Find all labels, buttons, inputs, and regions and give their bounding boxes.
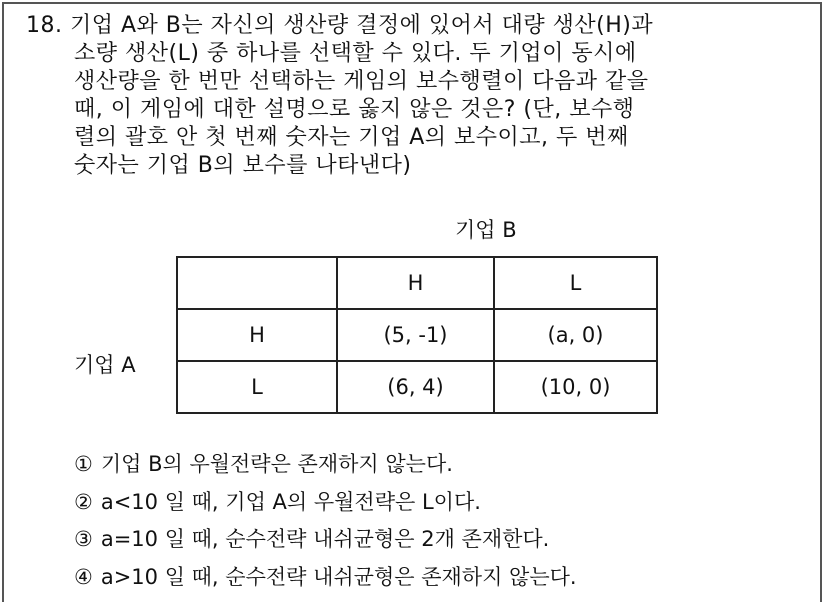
payoff-cell-hh: (5, -1): [337, 309, 494, 361]
row-header-h: H: [177, 309, 337, 361]
option-1[interactable]: [74, 446, 577, 484]
matrix-row-l: [177, 361, 657, 413]
answer-options: [74, 446, 577, 596]
option-3[interactable]: [74, 521, 577, 559]
question-line: 생산량을 한 번만 선택하는 게임의 보수행렬이 다음과 같을: [74, 69, 649, 94]
option-text: a=10 일 때, 순수전략 내쉬균형은 2개 존재한다.: [100, 527, 550, 551]
question-line: 소량 생산(L) 중 하나를 선택할 수 있다. 두 기업이 동시에: [74, 41, 637, 66]
col-header-l: L: [494, 257, 657, 309]
option-text: 기업 B의 우월전략은 존재하지 않는다.: [100, 452, 453, 476]
col-header-h: H: [337, 257, 494, 309]
corner-cell: [177, 257, 337, 309]
option-text: a<10 일 때, 기업 A의 우월전략은 L이다.: [100, 489, 481, 514]
firm-b-label: 기업 B: [455, 218, 517, 242]
payoff-cell-ll: (10, 0): [494, 361, 657, 413]
option-number: ②: [74, 489, 93, 514]
header-row: [177, 257, 657, 309]
firm-a-label: 기업 A: [74, 353, 136, 377]
option-number: ①: [74, 452, 93, 476]
option-number: ③: [74, 527, 93, 551]
payoff-cell-lh: (6, 4): [337, 361, 494, 413]
option-number: ④: [74, 564, 93, 589]
question-text: [26, 12, 653, 180]
row-header-l: L: [177, 361, 337, 413]
option-2[interactable]: [74, 484, 577, 522]
question-line: 때, 이 게임에 대한 설명으로 옳지 않은 것은? (단, 보수행: [74, 97, 635, 122]
question-line: 렬의 괄호 안 첫 번째 숫자는 기업 A의 보수이고, 두 번째: [74, 125, 629, 150]
payoff-matrix: [176, 256, 658, 414]
matrix-row-h: [177, 309, 657, 361]
payoff-cell-hl: (a, 0): [494, 309, 657, 361]
option-4[interactable]: [74, 559, 577, 597]
question-line: 숫자는 기업 B의 보수를 나타낸다): [74, 153, 412, 178]
question-line: 18. 기업 A와 B는 자신의 생산량 결정에 있어서 대량 생산(H)과: [26, 13, 654, 38]
option-text: a>10 일 때, 순수전략 내쉬균형은 존재하지 않는다.: [100, 564, 577, 589]
